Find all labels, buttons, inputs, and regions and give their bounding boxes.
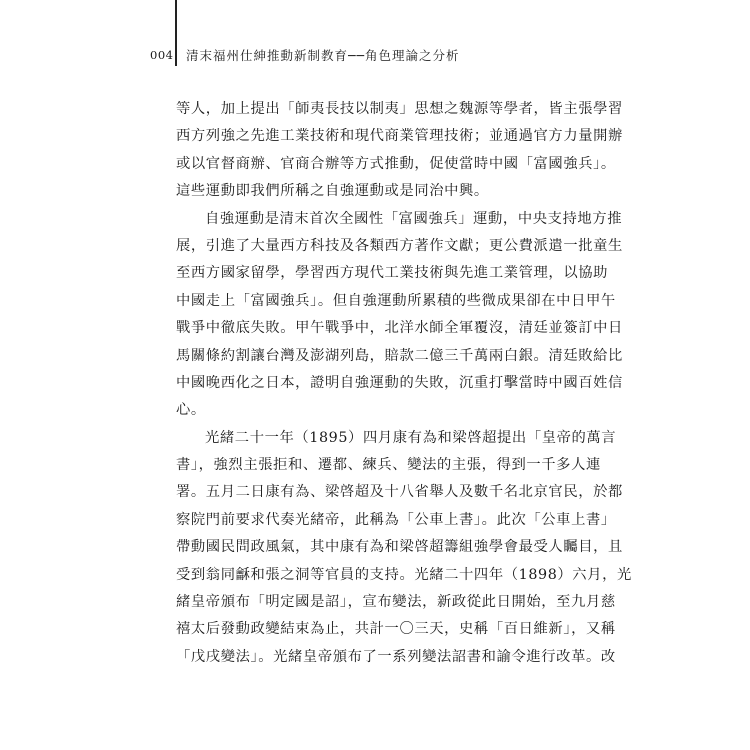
text-line: 馬關條約割讓台灣及澎湖列島，賠款二億三千萬兩白銀。清廷敗給比 <box>176 347 623 364</box>
text-line: 或以官督商辦、官商合辦等方式推動，促使當時中國「富國強兵」。 <box>176 155 616 172</box>
text-line: 察院門前要求代奏光緒帝，此稱為「公車上書」。此次「公車上書」 <box>176 511 616 528</box>
text-line: 中國走上「富國強兵」。但自強運動所累積的些微成果卻在中日甲午 <box>176 292 616 309</box>
text-line: 等人，加上提出「師夷長技以制夷」思想之魏源等學者，皆主張學習 <box>176 101 623 117</box>
text-line: 署。五月二日康有為、梁啓超及十八省舉人及數千名北京官民，於都 <box>176 484 623 501</box>
page-number: 004 <box>150 48 174 62</box>
text-line: 這些運動即我們所稱之自強運動或是同治中興。 <box>176 183 489 200</box>
text-line: 中國晚西化之日本，證明自強運動的失敗，沉重打擊當時中國百姓信 <box>176 374 623 391</box>
running-header <box>150 46 460 64</box>
paragraph-3 <box>176 425 632 672</box>
text-line: 心。 <box>176 402 206 419</box>
paragraph-1 <box>176 96 623 206</box>
text-line: 西方列強之先進工業技術和現代商業管理技術；並通過官方力量開辦 <box>176 128 623 145</box>
text-line: 光緒二十一年（1895）四月康有為和梁啓超提出「皇帝的萬言 <box>205 429 617 446</box>
body-text <box>176 96 632 671</box>
text-line: 「戊戌變法」。光緒皇帝頒布了一系列變法詔書和諭令進行改革。改 <box>176 648 616 665</box>
text-line: 書」，強烈主張拒和、遷都、練兵、變法的主張，得到一千多人連 <box>176 457 601 474</box>
text-line: 展，引進了大量西方科技及各類西方著作文獻；更公費派遣一批童生 <box>176 237 623 254</box>
text-line: 至西方國家留學，學習西方現代工業技術與先進工業管理，以協助 <box>176 265 609 282</box>
paragraph-2 <box>176 206 623 425</box>
text-line: 自強運動是清末首次全國性「富國強兵」運動，中央支持地方推 <box>205 210 623 227</box>
text-line: 禧太后發動政變結束為止，共計一〇三天，史稱「百日維新」，又稱 <box>176 621 616 638</box>
text-line: 戰爭中徹底失敗。甲午戰爭中，北洋水師全軍覆沒，清廷並簽訂中日 <box>176 320 623 337</box>
text-line: 受到翁同龢和張之洞等官員的支持。光緒二十四年（1898）六月，光 <box>176 566 632 583</box>
running-title: 清末福州仕紳推動新制教育──角色理論之分析 <box>186 48 460 63</box>
text-line: 緒皇帝頒布「明定國是詔」，宣布變法，新政從此日開始，至九月慈 <box>176 594 616 611</box>
text-line: 帶動國民問政風氣，其中康有為和梁啓超籌組強學會最受人矚目，且 <box>176 539 623 556</box>
